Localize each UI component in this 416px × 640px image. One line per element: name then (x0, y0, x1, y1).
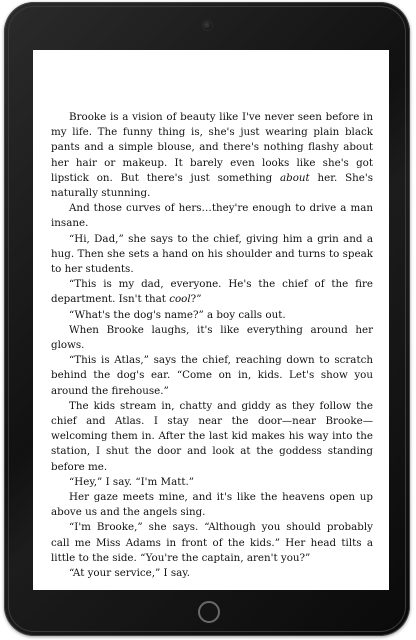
paragraph-8: The kids stream in, chatty and giddy as they follow the chief and Atlas. I stay near the door—near Brooke—welcoming them in. After the last kid makes his way into the station, I shut the door and look at the goddess standing before me. (51, 399, 373, 473)
paragraph-6: When Brooke laughs, it's like everything around her glows. (51, 323, 373, 352)
paragraph-2: And those curves of hers…they're enough to drive a man insane. (51, 202, 373, 230)
ebook-screen[interactable] (33, 50, 389, 590)
paragraph-3: “Hi, Dad,” she says to the chief, giving him a grin and a hug. Then she sets a hand on his shoulder and turns to speak to her students. (51, 232, 373, 276)
paragraph-5: “What's the dog's name?” a boy calls out. (69, 308, 286, 321)
paragraph-12: “At your service,” I say. (69, 567, 191, 580)
front-camera-icon (203, 21, 212, 30)
tablet-device (4, 2, 410, 636)
home-button[interactable] (198, 601, 220, 623)
paragraph-9: “Hey,” I say. “I'm Matt.” (69, 475, 195, 488)
paragraph-1: Brooke is a vision of beauty like I've never seen before in my life. The funny thing is, she's just wearing plain black pants and a simple blouse, and there's nothing flashy about her hair or makeup. It barely even looks like she's got lipstick on. But there's just something about her. She's naturally stunning. (51, 111, 373, 200)
paragraph-4: “This is my dad, everyone. He's the chief of the fire department. Isn't that cool?” (51, 278, 373, 306)
paragraph-11: “I'm Brooke,” she says. “Although you should probably call me Miss Adams in front of the kids.” Her head tilts a little to the side. “You're the captain, aren't you?” (51, 521, 373, 564)
ebook-page-text[interactable] (51, 110, 373, 581)
paragraph-7: “This is Atlas,” says the chief, reaching down to scratch behind the dog's ear. “Come on in, kids. Let's show you around the firehouse.” (51, 354, 373, 397)
paragraph-10: Her gaze meets mine, and it's like the heavens open up above us and the angels sing. (51, 491, 373, 519)
